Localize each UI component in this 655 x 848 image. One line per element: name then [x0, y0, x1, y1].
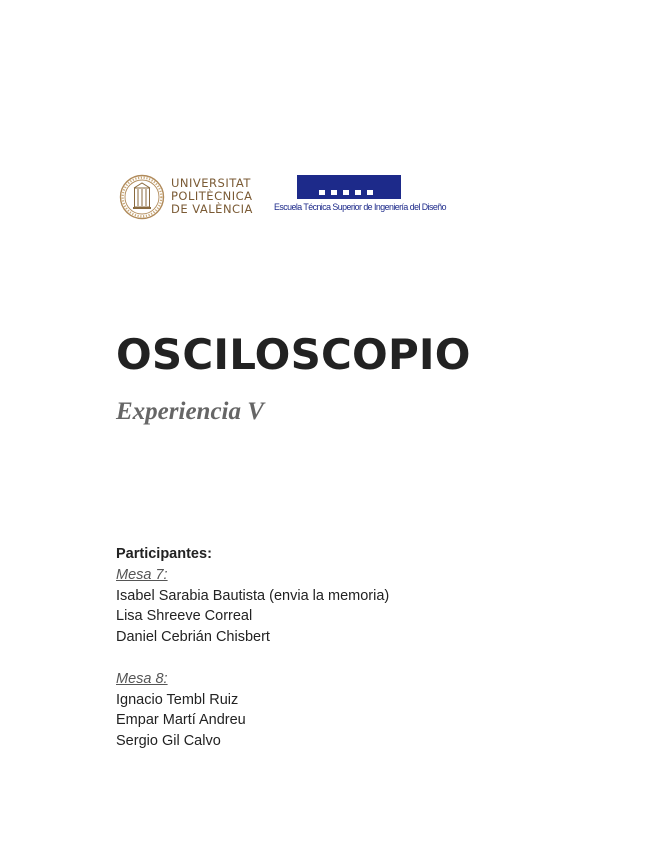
participant-name: Lisa Shreeve Correal	[116, 608, 253, 625]
group-label: Mesa 8:	[116, 670, 168, 687]
upv-line-1: UNIVERSITAT	[171, 176, 251, 190]
upv-seal-icon	[119, 174, 165, 220]
group-spacer	[116, 648, 389, 669]
participant-name: Sergio Gil Calvo	[116, 733, 221, 750]
upv-line-3: DE VALÈNCIA	[171, 202, 253, 216]
document-subtitle: Experiencia V	[116, 398, 264, 425]
participants-heading: Participantes:	[116, 546, 212, 562]
participant-name: Isabel Sarabia Bautista (envia la memoria)	[116, 587, 390, 604]
document-title: OSCILOSCOPIO	[116, 330, 471, 379]
etsid-building-icon	[297, 175, 401, 199]
group-mesa-8	[116, 669, 389, 752]
participant-name: Ignacio Tembl Ruiz	[116, 691, 239, 708]
upv-line-2: POLITÈCNICA	[171, 189, 253, 203]
participant-name: Empar Martí Andreu	[116, 712, 246, 729]
group-mesa-7	[116, 565, 389, 648]
etsid-name: Escuela Técnica Superior de Ingeniería del Diseño	[274, 202, 447, 212]
group-label: Mesa 7:	[116, 566, 168, 583]
participant-name: Daniel Cebrián Chisbert	[116, 629, 270, 646]
upv-wordmark	[171, 177, 253, 216]
participants-section	[116, 544, 389, 752]
etsid-logo	[274, 175, 447, 223]
upv-logo	[119, 174, 269, 222]
